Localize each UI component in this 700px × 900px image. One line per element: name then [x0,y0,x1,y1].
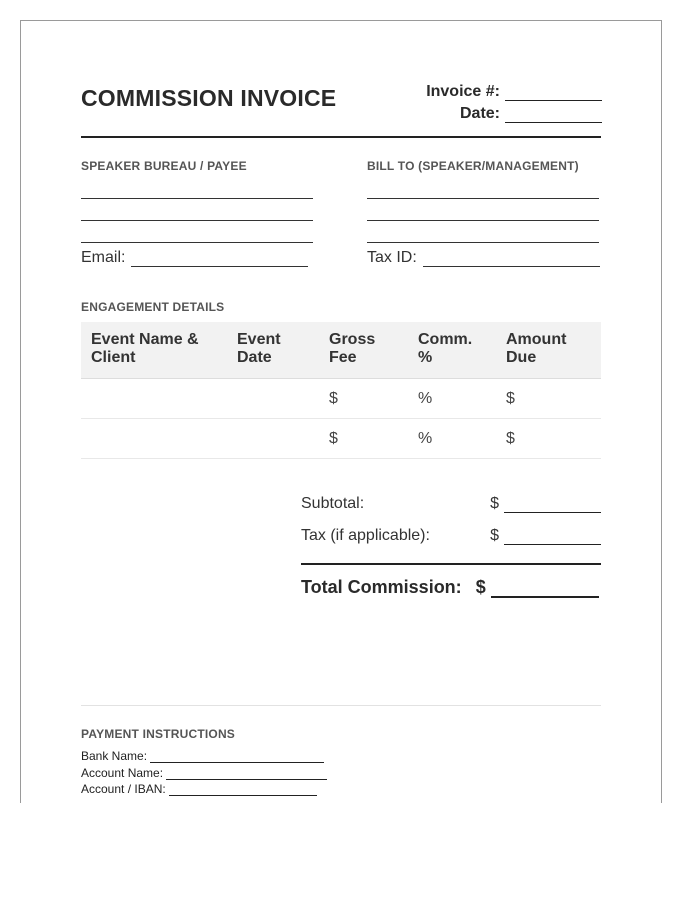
cell-amount-due[interactable]: $ [496,419,601,459]
tax-label: Tax (if applicable): [301,527,430,544]
cell-event-date[interactable] [227,379,319,419]
cell-event-date[interactable] [227,419,319,459]
col-event-name: Event Name & Client [81,322,227,379]
bill-to-tax-field[interactable] [367,249,600,267]
account-iban-field[interactable] [81,782,317,796]
invoice-date-field[interactable] [460,105,602,123]
cell-gross-fee[interactable]: $ [319,379,408,419]
payee-email-blank[interactable] [131,252,308,267]
total-commission-blank[interactable] [491,580,599,598]
invoice-number-blank[interactable] [505,86,602,101]
payment-divider [81,705,601,706]
subtotal-row [301,495,601,513]
header-divider [81,136,601,138]
table-row [81,419,601,459]
subtotal-blank[interactable] [504,498,601,513]
bill-to-tax-label: Tax ID: [367,249,417,266]
payment-heading: PAYMENT INSTRUCTIONS [81,727,236,741]
payee-email-field[interactable] [81,249,308,267]
account-iban-blank[interactable] [169,784,317,796]
bill-to-tax-blank[interactable] [423,252,600,267]
subtotal-currency: $ [490,495,499,512]
col-amount-due: Amount Due [496,322,601,379]
cell-gross-fee[interactable]: $ [319,419,408,459]
engagement-heading: ENGAGEMENT DETAILS [81,300,225,314]
bank-name-label: Bank Name: [81,749,148,763]
table-row [81,379,601,419]
bill-to-line-2[interactable] [367,220,599,221]
invoice-number-field[interactable] [426,83,602,101]
invoice-title: COMMISSION INVOICE [81,85,337,111]
col-comm-percent: Comm. % [408,322,496,379]
payee-line-1[interactable] [81,198,313,199]
total-commission-label: Total Commission: [301,577,462,597]
bank-name-blank[interactable] [150,751,324,763]
invoice-date-label: Date: [459,105,500,122]
bill-to-heading: BILL TO (SPEAKER/MANAGEMENT) [367,159,579,173]
engagement-header-row [81,322,601,379]
tax-blank[interactable] [504,530,601,545]
invoice-date-blank[interactable] [505,108,602,123]
account-name-field[interactable] [81,766,327,780]
bill-to-line-3[interactable] [367,242,599,243]
cell-event-name[interactable] [81,379,227,419]
total-divider [301,563,601,565]
tax-currency: $ [490,527,499,544]
total-commission-row [301,577,601,598]
account-iban-label: Account / IBAN: [81,782,166,796]
subtotal-label: Subtotal: [301,495,365,512]
invoice-sheet [20,20,662,803]
cell-comm-percent[interactable]: % [408,379,496,419]
col-gross-fee: Gross Fee [319,322,408,379]
payee-heading: SPEAKER BUREAU / PAYEE [81,159,247,173]
bill-to-line-1[interactable] [367,198,599,199]
invoice-number-label: Invoice #: [426,83,500,100]
cell-event-name[interactable] [81,419,227,459]
cell-comm-percent[interactable]: % [408,419,496,459]
bank-name-field[interactable] [81,749,324,763]
col-event-date: Event Date [227,322,319,379]
account-name-blank[interactable] [166,768,327,780]
engagement-table [81,322,601,459]
total-currency: $ [475,577,486,597]
tax-row [301,527,601,545]
account-name-label: Account Name: [81,766,164,780]
payee-line-3[interactable] [81,242,313,243]
payee-email-label: Email: [81,249,126,266]
cell-amount-due[interactable]: $ [496,379,601,419]
payee-line-2[interactable] [81,220,313,221]
